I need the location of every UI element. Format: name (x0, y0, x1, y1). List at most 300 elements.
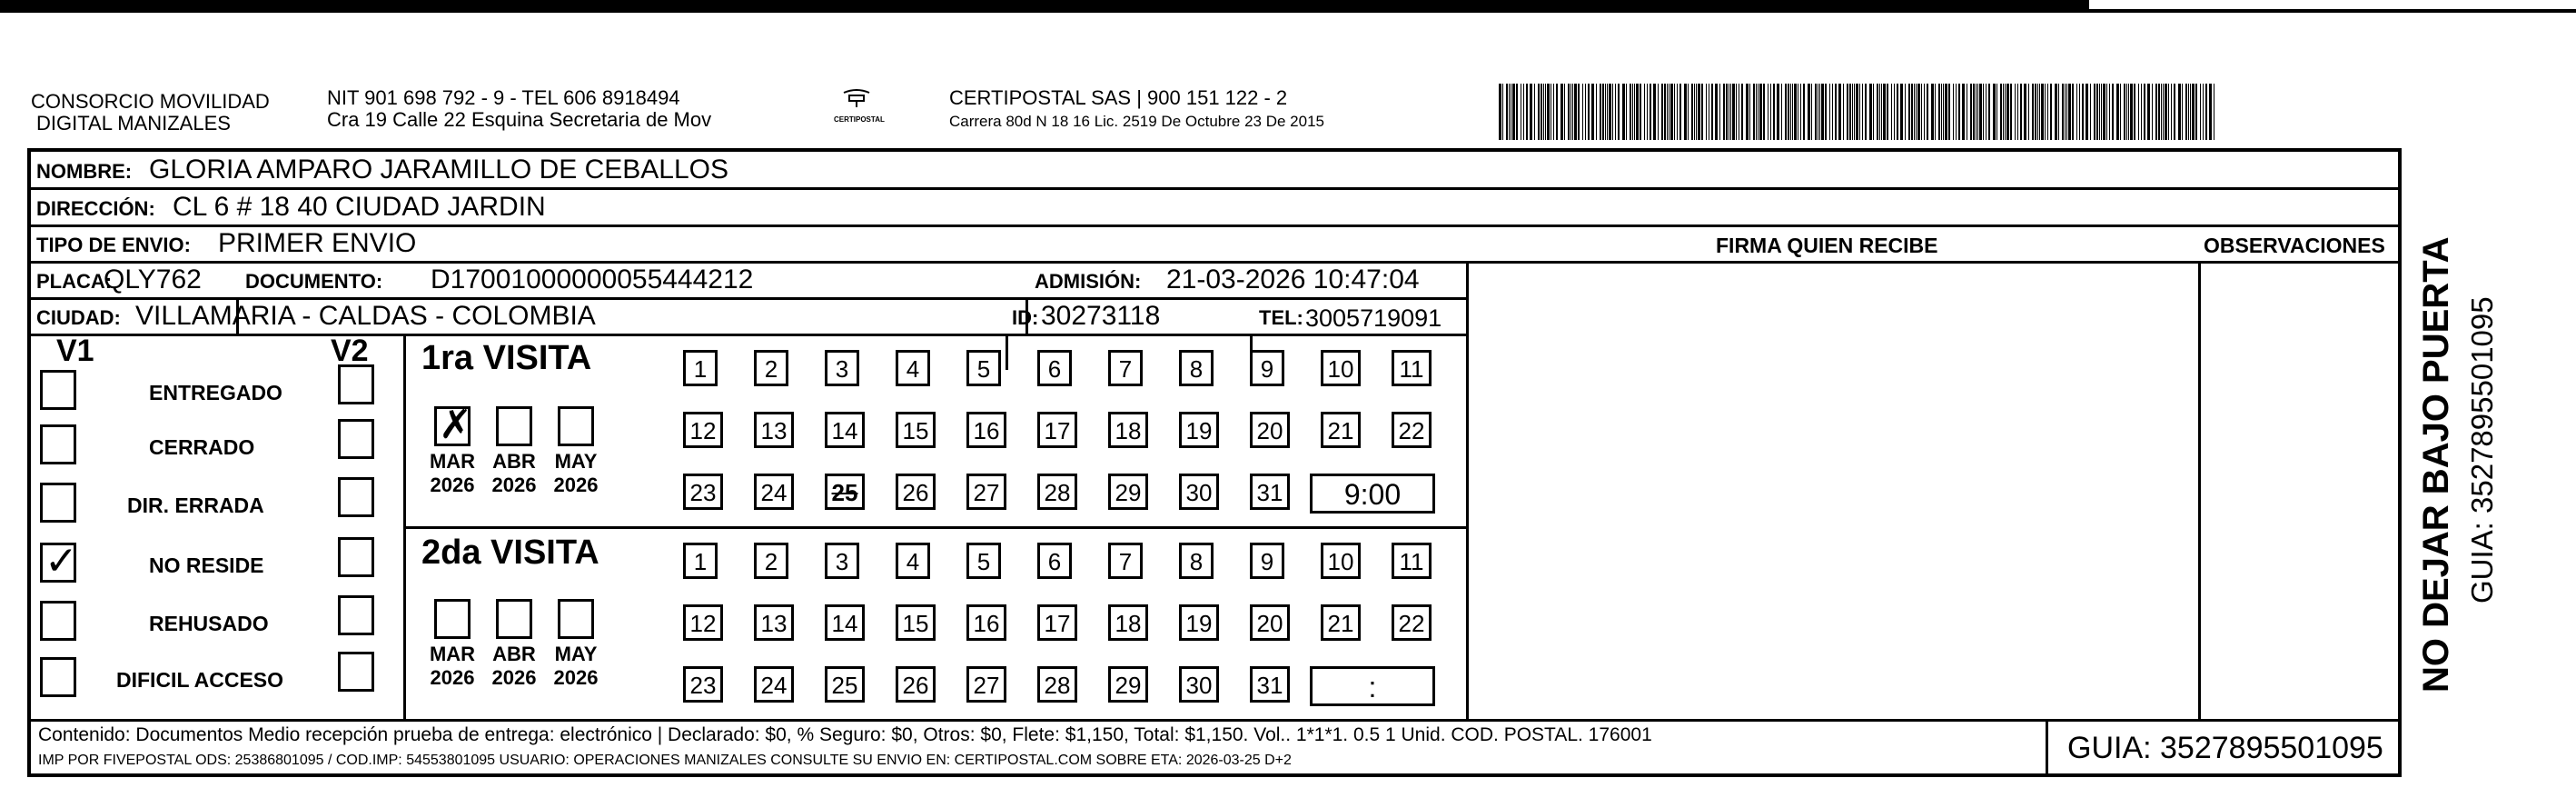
barcode-bar (1958, 84, 1960, 140)
barcode-bar (2209, 84, 2212, 140)
rule (403, 334, 406, 719)
day-box[interactable]: 1 (683, 350, 718, 386)
barcode-bar (2055, 84, 2057, 140)
day-box[interactable]: 19 (1179, 604, 1219, 641)
day-box[interactable]: 30 (1179, 474, 1219, 510)
barcode-bar (2079, 84, 2080, 140)
barcode-bar (1694, 84, 1695, 140)
barcode-bar (1630, 84, 1631, 140)
barcode-bar (1607, 84, 1608, 140)
rule (31, 224, 2398, 227)
barcode-bar (1730, 84, 1731, 140)
barcode-bar (2171, 84, 2172, 140)
barcode-bar (1821, 84, 1824, 140)
nombre-label: NOMBRE: (36, 160, 133, 183)
placa-label: PLACA: (36, 270, 113, 293)
rule (31, 187, 2398, 190)
v2-checkbox-4[interactable] (338, 595, 374, 635)
v2-header: V2 (331, 334, 369, 368)
barcode-bar (1825, 84, 1827, 140)
barcode-bar (1746, 84, 1749, 140)
label-frame (27, 148, 2402, 777)
barcode-bar (1556, 84, 1558, 140)
barcode-bar (1538, 84, 1540, 140)
barcode-bar (1900, 84, 1903, 140)
barcode-bar (1572, 84, 1573, 140)
barcode-bar (2050, 84, 2052, 140)
barcode-bar (1684, 84, 1687, 140)
barcode-bar (2101, 84, 2102, 140)
barcode-bar (2158, 84, 2160, 140)
day-box[interactable]: 17 (1037, 412, 1077, 448)
side-guia: GUIA: 3527895501095 (2465, 296, 2499, 603)
top-border-gap (2089, 0, 2576, 9)
barcode-bar (1615, 84, 1616, 140)
day-box[interactable]: 7 (1108, 350, 1143, 386)
barcode-bar (1602, 84, 1604, 140)
barcode-bar (2066, 84, 2067, 140)
barcode-bar (1509, 84, 1510, 140)
month-label: MAR (429, 643, 476, 665)
carrier-block (949, 87, 1324, 131)
barcode-bar (1869, 84, 1872, 140)
barcode-bar (2182, 84, 2183, 140)
barcode-bar (2174, 84, 2175, 140)
barcode-bar (1741, 84, 1743, 140)
barcode-bar (1605, 84, 1606, 140)
barcode-bar (1781, 84, 1782, 140)
day-box[interactable]: 25 (825, 666, 865, 703)
day-box[interactable]: 16 (966, 604, 1006, 641)
barcode-bar (1996, 84, 1997, 140)
barcode-bar (1948, 84, 1950, 140)
day-box[interactable]: 20 (1250, 412, 1290, 448)
barcode-bar (2116, 84, 2119, 140)
barcode-bar (2134, 84, 2135, 140)
month-checkbox-mar[interactable] (434, 599, 471, 639)
day-box[interactable]: 27 (966, 666, 1006, 703)
barcode-bar (1852, 84, 1853, 140)
day-box[interactable]: 3 (825, 543, 859, 579)
day-box[interactable]: 1 (683, 543, 718, 579)
tipo-envio-value: PRIMER ENVIO (218, 228, 417, 258)
barcode-bar (1859, 84, 1860, 140)
barcode-bar (2168, 84, 2169, 140)
barcode-bar (1609, 84, 1611, 140)
v1-checkbox-2[interactable] (40, 483, 76, 523)
barcode-bar (1679, 84, 1681, 140)
day-box[interactable]: 23 (683, 666, 723, 703)
rule (1006, 334, 1008, 370)
observaciones-header: OBSERVACIONES (2204, 234, 2385, 257)
day-box[interactable]: 21 (1321, 604, 1361, 641)
carrier-line-2: Carrera 80d N 18 16 Lic. 2519 De Octubre 23 De 2015 (949, 113, 1324, 130)
barcode (1499, 84, 2221, 140)
barcode-bar (2099, 84, 2100, 140)
day-box[interactable]: 20 (1250, 604, 1290, 641)
v1-header: V1 (56, 334, 94, 368)
barcode-bar (1911, 84, 1913, 140)
barcode-bar (2178, 84, 2181, 140)
barcode-bar (2190, 84, 2191, 140)
day-box[interactable]: 28 (1037, 666, 1077, 703)
v2-checkbox-0[interactable] (338, 364, 374, 404)
barcode-bar (1541, 84, 1542, 140)
barcode-bar (1759, 84, 1762, 140)
tipo-envio-label: TIPO DE ENVIO: (36, 234, 191, 256)
v2-checkbox-5[interactable] (338, 652, 374, 692)
barcode-bar (1570, 84, 1571, 140)
barcode-bar (2035, 84, 2036, 140)
barcode-bar (1596, 84, 1597, 140)
barcode-bar (2109, 84, 2110, 140)
barcode-bar (2192, 84, 2195, 140)
barcode-bar (2076, 84, 2077, 140)
day-box[interactable]: 14 (825, 604, 865, 641)
day-box[interactable]: 2 (754, 543, 788, 579)
day-box[interactable]: 10 (1321, 543, 1361, 579)
direccion-value: CL 6 # 18 40 CIUDAD JARDIN (173, 192, 546, 222)
day-box[interactable]: 27 (966, 474, 1006, 510)
day-box[interactable]: 7 (1108, 543, 1143, 579)
barcode-bar (1916, 84, 1917, 140)
barcode-bar (2006, 84, 2009, 140)
barcode-bar (2112, 84, 2114, 140)
barcode-bar (1547, 84, 1550, 140)
day-box[interactable]: 6 (1037, 543, 1072, 579)
status-option-label: REHUSADO (149, 612, 269, 635)
barcode-bar (1835, 84, 1837, 140)
day-box[interactable]: 23 (683, 474, 723, 510)
month-year: 2026 (491, 474, 537, 496)
barcode-bar (1647, 84, 1648, 140)
barcode-bar (1688, 84, 1689, 140)
day-box[interactable]: 8 (1179, 543, 1214, 579)
contenido-text: Contenido: Documentos Medio recepción prueba de entrega: electrónico | Declarado: $0, % Seguro: $0, Otros: $0, Flete: $1,150, Total: $1,150. Vol.. 1*1*1. 0.5 1 Unid. COD. POSTAL. 176001 (38, 724, 1652, 745)
barcode-bar (2062, 84, 2064, 140)
day-box[interactable]: 11 (1392, 350, 1432, 386)
v1-checkbox-5[interactable] (40, 657, 76, 697)
documento-value: D17001000000055444212 (431, 264, 754, 294)
barcode-bar (1803, 84, 1805, 140)
time-box[interactable]: 9:00 (1310, 474, 1435, 514)
barcode-bar (1838, 84, 1841, 140)
barcode-bar (1574, 84, 1577, 140)
day-box[interactable]: 18 (1108, 412, 1148, 448)
barcode-bar (1545, 84, 1546, 140)
id-label: ID: (1012, 306, 1039, 329)
barcode-bar (1977, 84, 1978, 140)
barcode-bar (2037, 84, 2038, 140)
barcode-bar (1499, 84, 1501, 140)
barcode-bar (2124, 84, 2125, 140)
month-label: MAY (554, 643, 598, 665)
barcode-bar (1696, 84, 1697, 140)
tel-value: 3005719091 (1305, 304, 1442, 332)
day-box[interactable]: 22 (1392, 604, 1432, 641)
barcode-bar (2058, 84, 2059, 140)
rule (31, 297, 1466, 300)
barcode-bar (1736, 84, 1737, 140)
barcode-bar (2138, 84, 2139, 140)
barcode-bar (1983, 84, 1984, 140)
status-option-label: DIR. ERRADA (127, 494, 264, 517)
barcode-bar (1698, 84, 1700, 140)
barcode-bar (1543, 84, 1544, 140)
barcode-bar (1843, 84, 1844, 140)
barcode-bar (2155, 84, 2157, 140)
barcode-bar (1815, 84, 1817, 140)
firma-header: FIRMA QUIEN RECIBE (1716, 234, 1938, 257)
barcode-bar (2015, 84, 2016, 140)
barcode-bar (1658, 84, 1659, 140)
barcode-bar (1914, 84, 1915, 140)
time-box[interactable]: : (1310, 666, 1435, 706)
barcode-bar (2032, 84, 2034, 140)
day-box[interactable]: 5 (966, 350, 1001, 386)
barcode-bar (1612, 84, 1613, 140)
barcode-bar (1935, 84, 1936, 140)
day-box[interactable]: 29 (1108, 666, 1148, 703)
barcode-bar (2161, 84, 2162, 140)
barcode-bar (1894, 84, 1895, 140)
month-checkbox-abr[interactable] (496, 406, 532, 446)
barcode-bar (1943, 84, 1944, 140)
barcode-bar (1908, 84, 1910, 140)
ciudad-label: CIUDAD: (36, 306, 121, 329)
month-checkbox-abr[interactable] (496, 599, 532, 639)
day-box[interactable]: 2 (754, 350, 788, 386)
day-box[interactable]: 13 (754, 604, 794, 641)
barcode-bar (2147, 84, 2150, 140)
barcode-bar (1756, 84, 1757, 140)
barcode-bar (1523, 84, 1524, 140)
company-name (31, 91, 270, 135)
barcode-bar (2128, 84, 2129, 140)
barcode-bar (2072, 84, 2074, 140)
barcode-bar (1578, 84, 1580, 140)
barcode-bar (1862, 84, 1863, 140)
carrier-logo (834, 87, 885, 124)
day-box[interactable]: 26 (896, 474, 936, 510)
day-box[interactable]: 15 (896, 604, 936, 641)
month-checkbox-may[interactable] (558, 406, 594, 446)
barcode-bar (1582, 84, 1583, 140)
barcode-bar (1650, 84, 1651, 140)
rule (31, 719, 2398, 722)
barcode-bar (1677, 84, 1678, 140)
barcode-bar (2203, 84, 2204, 140)
barcode-bar (2000, 84, 2002, 140)
company-line-2: DIGITAL MANIZALES (36, 112, 231, 135)
v2-checkbox-3[interactable] (338, 537, 374, 577)
day-box[interactable]: 24 (754, 474, 794, 510)
barcode-bar (1881, 84, 1882, 140)
company-line-1: CONSORCIO MOVILIDAD (31, 90, 270, 113)
day-box[interactable]: 28 (1037, 474, 1077, 510)
day-box[interactable]: 3 (825, 350, 859, 386)
day-box[interactable]: 12 (683, 412, 723, 448)
day-box[interactable]: 13 (754, 412, 794, 448)
barcode-bar (2003, 84, 2004, 140)
visit2-title: 2da VISITA (421, 534, 599, 572)
barcode-bar (1706, 84, 1707, 140)
v2-checkbox-2[interactable] (338, 477, 374, 517)
barcode-bar (2082, 84, 2084, 140)
day-box[interactable]: 19 (1179, 412, 1219, 448)
barcode-bar (1953, 84, 1954, 140)
barcode-bar (1927, 84, 1928, 140)
barcode-bar (1962, 84, 1965, 140)
barcode-bar (2045, 84, 2046, 140)
barcode-bar (1811, 84, 1812, 140)
barcode-bar (1588, 84, 1590, 140)
barcode-bar (1653, 84, 1656, 140)
month-year: 2026 (430, 666, 475, 689)
day-box[interactable]: 9 (1250, 350, 1284, 386)
v2-checkbox-1[interactable] (338, 419, 374, 459)
barcode-bar (1891, 84, 1892, 140)
day-box[interactable]: 9 (1250, 543, 1284, 579)
barcode-bar (2017, 84, 2018, 140)
day-box[interactable]: 24 (754, 666, 794, 703)
v1-checkbox-3[interactable] (40, 538, 78, 584)
barcode-bar (1711, 84, 1713, 140)
day-box[interactable]: 8 (1179, 350, 1214, 386)
barcode-bar (2106, 84, 2107, 140)
barcode-bar (1924, 84, 1925, 140)
admision-value: 21-03-2026 10:47:04 (1166, 264, 1420, 294)
barcode-bar (1847, 84, 1848, 140)
barcode-bar (1945, 84, 1947, 140)
barcode-bar (2185, 84, 2187, 140)
day-box[interactable]: 15 (896, 412, 936, 448)
barcode-bar (1719, 84, 1720, 140)
barcode-bar (2165, 84, 2167, 140)
id-value: 30273118 (1041, 301, 1161, 331)
barcode-bar (1723, 84, 1725, 140)
barcode-bar (1988, 84, 1990, 140)
barcode-bar (2094, 84, 2095, 140)
barcode-bar (1887, 84, 1888, 140)
v1-checkbox-1[interactable] (40, 424, 76, 464)
nit-line-1: NIT 901 698 792 - 9 - TEL 606 8918494 (327, 86, 680, 109)
barcode-bar (1506, 84, 1508, 140)
rule (2198, 261, 2201, 719)
direccion-label: DIRECCIÓN: (36, 197, 155, 220)
v1-checkbox-4[interactable] (40, 601, 76, 641)
day-box[interactable]: 11 (1392, 543, 1432, 579)
barcode-bar (2103, 84, 2105, 140)
day-box[interactable]: 30 (1179, 666, 1219, 703)
month-checkbox-may[interactable] (558, 599, 594, 639)
day-box[interactable]: 12 (683, 604, 723, 641)
barcode-bar (1715, 84, 1718, 140)
barcode-bar (1865, 84, 1867, 140)
barcode-bar (1788, 84, 1789, 140)
day-box[interactable]: 31 (1250, 666, 1290, 703)
day-box[interactable]: 29 (1108, 474, 1148, 510)
day-box[interactable]: 26 (896, 666, 936, 703)
barcode-bar (1905, 84, 1906, 140)
barcode-bar (1879, 84, 1880, 140)
day-box[interactable]: 4 (896, 543, 930, 579)
barcode-bar (1976, 84, 1977, 140)
barcode-bar (1691, 84, 1693, 140)
day-box[interactable]: 16 (966, 412, 1006, 448)
barcode-bar (1512, 84, 1515, 140)
day-box[interactable]: 14 (825, 412, 865, 448)
checkbox-mark: ✓ (45, 538, 78, 584)
barcode-bar (2028, 84, 2029, 140)
barcode-bar (1970, 84, 1972, 140)
nombre-value: GLORIA AMPARO JARAMILLO DE CEBALLOS (149, 155, 728, 185)
day-box[interactable]: 17 (1037, 604, 1077, 641)
documento-label: DOCUMENTO: (245, 270, 383, 293)
barcode-bar (1516, 84, 1518, 140)
barcode-bar (1941, 84, 1942, 140)
barcode-bar (2090, 84, 2091, 140)
month-year: 2026 (553, 474, 599, 496)
barcode-bar (1530, 84, 1532, 140)
carrier-line-1: CERTIPOSTAL SAS | 900 151 122 - 2 (949, 86, 1288, 109)
day-box[interactable]: 25 (825, 474, 865, 510)
barcode-bar (2010, 84, 2012, 140)
barcode-bar (1636, 84, 1639, 140)
month-label: ABR (492, 450, 536, 473)
rule (403, 526, 1466, 529)
barcode-bar (1560, 84, 1563, 140)
nit-block (327, 87, 711, 131)
placa-value: QLY762 (104, 264, 202, 294)
day-box[interactable]: 31 (1250, 474, 1290, 510)
barcode-bar (2005, 84, 2006, 140)
day-box[interactable]: 22 (1392, 412, 1432, 448)
barcode-bar (1667, 84, 1668, 140)
month-checkbox-mar[interactable] (434, 402, 472, 448)
day-box[interactable]: 5 (966, 543, 1001, 579)
day-box[interactable]: 6 (1037, 350, 1072, 386)
barcode-bar (1770, 84, 1771, 140)
month-year: 2026 (491, 666, 537, 689)
side-warning: NO DEJAR BAJO PUERTA (2416, 236, 2456, 693)
day-box[interactable]: 10 (1321, 350, 1361, 386)
tel-label: TEL: (1259, 306, 1303, 329)
barcode-bar (1626, 84, 1627, 140)
day-box[interactable]: 18 (1108, 604, 1148, 641)
barcode-bar (1773, 84, 1775, 140)
barcode-bar (1973, 84, 1975, 140)
barcode-bar (2126, 84, 2127, 140)
barcode-bar (1938, 84, 1940, 140)
barcode-bar (1917, 84, 1920, 140)
barcode-bar (1502, 84, 1503, 140)
barcode-bar (1785, 84, 1787, 140)
day-box[interactable]: 4 (896, 350, 930, 386)
logo-text: CERTIPOSTAL (834, 115, 885, 124)
day-box[interactable]: 21 (1321, 412, 1361, 448)
barcode-bar (1701, 84, 1703, 140)
barcode-bar (1832, 84, 1833, 140)
month-label: MAR (429, 450, 476, 473)
barcode-bar (1763, 84, 1765, 140)
v1-checkbox-0[interactable] (40, 370, 76, 410)
barcode-bar (2086, 84, 2088, 140)
barcode-bar (1979, 84, 1982, 140)
rule (31, 261, 2398, 264)
checkbox-mark: ✗ (439, 402, 472, 448)
barcode-bar (2024, 84, 2026, 140)
